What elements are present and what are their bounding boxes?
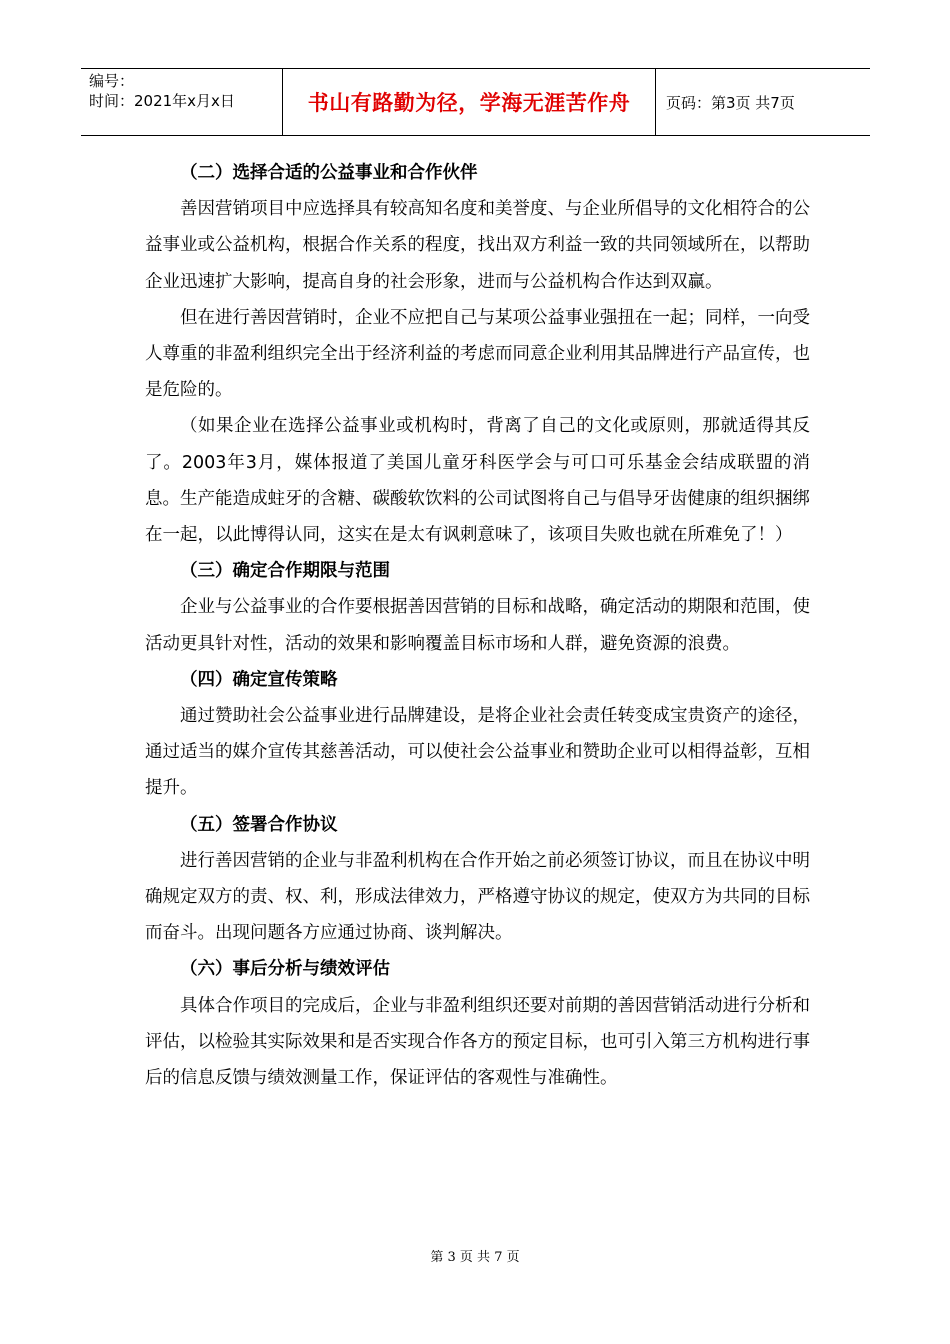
document-body xyxy=(145,155,810,1096)
paragraph: 通过赞助社会公益事业进行品牌建设，是将企业社会责任转变成宝贵资产的途径，通过适当的媒介宣传其慈善活动，可以使社会公益事业和赞助企业可以相得益彰，互相提升。 xyxy=(145,706,810,799)
paragraph: 具体合作项目的完成后，企业与非盈利组织还要对前期的善因营销活动进行分析和评估，以检验其实际效果和是否实现合作各方的预定目标，也可引入第三方机构进行事后的信息反馈与绩效测量工作，保证评估的客观性与准确性。 xyxy=(145,995,810,1089)
header-motto: 书山有路勤为径，学海无涯苦作舟 xyxy=(283,69,656,135)
paragraph: 企业与公益事业的合作要根据善因营销的目标和战略，确定活动的期限和范围，使活动更具针对性，活动的效果和影响覆盖目标市场和人群，避免资源的浪费。 xyxy=(145,597,810,654)
section-heading: （五）签署合作协议 xyxy=(180,814,338,835)
header-meta xyxy=(81,69,283,135)
serial-label: 编号： xyxy=(89,72,135,90)
section-heading: （二）选择合适的公益事业和合作伙伴 xyxy=(180,163,478,183)
section-heading: （四）确定宣传策略 xyxy=(180,669,338,690)
header-page-label: 页码：第3页 共7页 xyxy=(666,93,795,112)
paragraph: 进行善因营销的企业与非盈利机构在合作开始之前必须签订协议，而且在协议中明确规定双方的责、权、利，形成法律效力，严格遵守协议的规定，使双方为共同的目标而奋斗。出现问题各方应通过协商、谈判解决。 xyxy=(145,850,810,944)
section-heading: （六）事后分析与绩效评估 xyxy=(180,959,390,980)
page-header xyxy=(81,68,870,136)
paragraph: 但在进行善因营销时，企业不应把自己与某项公益事业强扭在一起；同样，一向受人尊重的非盈利组织完全出于经济利益的考虑而同意企业利用其品牌进行产品宣传，也是危险的。 xyxy=(145,307,810,401)
date-label: 时间：2021年x月x日 xyxy=(89,92,235,110)
section-heading: （三）确定合作期限与范围 xyxy=(180,561,390,582)
page-footer: 第 3 页 共 7 页 xyxy=(430,1250,520,1265)
paragraph: （如果企业在选择公益事业或机构时，背离了自己的文化或原则，那就适得其反了。2003年3月，媒体报道了美国儿童牙科医学会与可口可乐基金会结成联盟的消息。生产能造成蛀牙的含糖、碳酸软饮料的公司试图将自己与倡导牙齿健康的组织捆绑在一起，以此博得认同，这实在是太有讽刺意味了，该项目失败也就在所难免了！） xyxy=(145,416,810,546)
paragraph: 善因营销项目中应选择具有较高知名度和美誉度、与企业所倡导的文化相符合的公益事业或公益机构，根据合作关系的程度，找出双方利益一致的共同领域所在，以帮助企业迅速扩大影响，提高自身的社会形象，进而与公益机构合作达到双赢。 xyxy=(145,199,810,292)
